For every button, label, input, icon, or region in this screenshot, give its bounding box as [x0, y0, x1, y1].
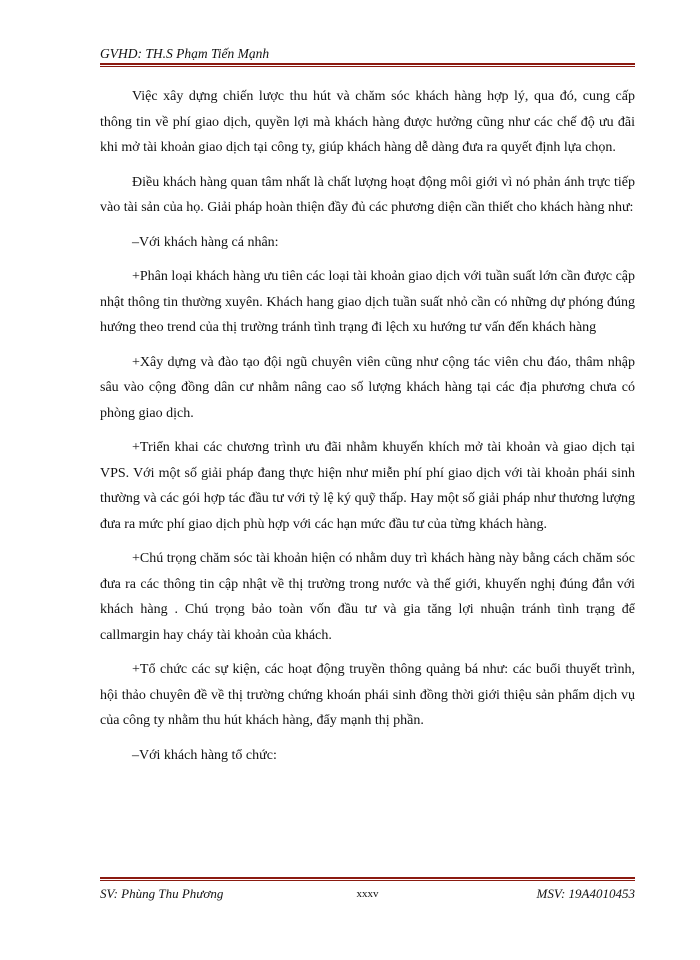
header-rule: [100, 63, 635, 67]
paragraph: +Tổ chức các sự kiện, các hoạt động truyền thông quảng bá như: các buổi thuyết trình, hội thảo chuyên đề về thị trường chứng khoán phái sinh đồng thời giới thiệu sản phẩm dịch vụ của công ty nhằm thu hút khách hàng, đẩy mạnh thị phần.: [100, 662, 635, 728]
page-number: xxxv: [356, 888, 379, 900]
paragraph: –Với khách hàng tổ chức:: [132, 747, 277, 763]
footer-student-name: SV: Phùng Thu Phương: [100, 886, 224, 901]
paragraph: +Triển khai các chương trình ưu đãi nhằm khuyến khích mở tài khoản và giao dịch tại VPS. Với một số giải pháp đang thực hiện như miễn phí phí giao dịch với tài khoản phái sinh thường và các gói hợp tác đầu tư với tỷ lệ ký quỹ thấp. Hay một số giải pháp như thương lượng đưa ra mức phí giao dịch phù hợp với các hạn mức đầu tư của từng khách hàng.: [100, 440, 635, 532]
paragraph: +Phân loại khách hàng ưu tiên các loại tài khoản giao dịch với tuần suất lớn cần được cập nhật thông tin thường xuyên. Khách hang giao dịch tuần suất nhỏ cần có những dự phóng đúng hướng theo trend của thị trường tránh tình trạng đi lệch xu hướng tư vấn đến khách hàng: [100, 269, 635, 335]
footer-rule: [100, 877, 635, 881]
page-header: GVHD: TH.S Phạm Tiến Mạnh: [100, 46, 270, 61]
document-body: [100, 84, 635, 777]
paragraph: Việc xây dựng chiến lược thu hút và chăm sóc khách hàng hợp lý, qua đó, cung cấp thông tin về phí giao dịch, quyền lợi mà khách hàng được hưởng cũng như các chế độ ưu đãi khi mở tài khoản giao dịch tại công ty, giúp khách hàng dễ dàng đưa ra quyết định lựa chọn.: [100, 89, 635, 155]
footer-student-id: MSV: 19A4010453: [536, 886, 635, 901]
paragraph: +Xây dựng và đào tạo đội ngũ chuyên viên cũng như cộng tác viên chu đáo, thâm nhập sâu vào cộng đồng dân cư nhằm nâng cao số lượng khách hàng tại các địa phương chưa có phòng giao dịch.: [100, 354, 635, 421]
paragraph: +Chú trọng chăm sóc tài khoản hiện có nhằm duy trì khách hàng này bằng cách chăm sóc đưa ra các thông tin cập nhật về thị trường trong nước và thế giới, khuyến nghị đúng đắn với khách hàng . Chú trọng bảo toàn vốn đầu tư và gia tăng lợi nhuận tránh tình trạng để callmargin hay cháy tài khoản của khách.: [100, 551, 635, 643]
paragraph: Điều khách hàng quan tâm nhất là chất lượng hoạt động môi giới vì nó phản ánh trực tiếp vào tài sản của họ. Giải pháp hoàn thiện đầy đủ các phương diện cần thiết cho khách hàng như:: [100, 174, 635, 215]
paragraph: –Với khách hàng cá nhân:: [132, 234, 279, 250]
